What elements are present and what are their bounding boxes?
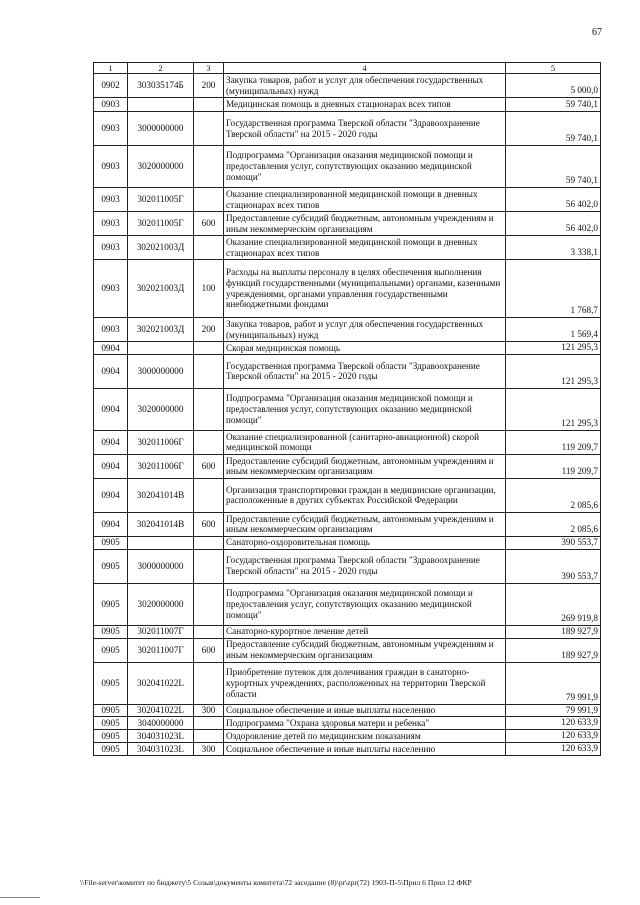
header-row bbox=[94, 63, 601, 74]
row-amount: 1 768,7 bbox=[506, 260, 601, 318]
row-description: Скорая медицинская помощь bbox=[224, 342, 506, 355]
row-code: 0903 bbox=[94, 212, 128, 236]
row-description: Государственная программа Тверской области "Здравоохранение Тверской области" на 2015 - 2020 годы bbox=[224, 112, 506, 146]
row-expense-type bbox=[194, 549, 224, 583]
row-expense-type: 200 bbox=[194, 318, 224, 342]
row-code: 0903 bbox=[94, 188, 128, 212]
row-target-article: 3020000000 bbox=[128, 388, 194, 430]
row-code: 0904 bbox=[94, 512, 128, 536]
row-code: 0903 bbox=[94, 98, 128, 112]
table-row bbox=[94, 342, 601, 355]
row-code: 0903 bbox=[94, 112, 128, 146]
row-amount: 189 927,9 bbox=[506, 638, 601, 662]
row-amount: 59 740,1 bbox=[506, 98, 601, 112]
row-target-article: 302011005Г bbox=[128, 212, 194, 236]
row-target-article: 3000000000 bbox=[128, 112, 194, 146]
row-target-article: 3020000000 bbox=[128, 583, 194, 625]
row-code: 0905 bbox=[94, 704, 128, 717]
row-code: 0904 bbox=[94, 354, 128, 388]
table-row bbox=[94, 236, 601, 260]
page-number: 67 bbox=[592, 27, 602, 38]
row-code: 0905 bbox=[94, 743, 128, 756]
row-target-article: 304031023L bbox=[128, 743, 194, 756]
table-row bbox=[94, 354, 601, 388]
row-expense-type bbox=[194, 730, 224, 743]
row-description: Предоставление субсидий бюджетным, автономным учреждениям и иным некоммерческим организациям bbox=[224, 212, 506, 236]
row-target-article: 3000000000 bbox=[128, 549, 194, 583]
table-row bbox=[94, 74, 601, 98]
row-description: Государственная программа Тверской области "Здравоохранение Тверской области" на 2015 - 2020 годы bbox=[224, 549, 506, 583]
table-row bbox=[94, 625, 601, 638]
table-row bbox=[94, 638, 601, 662]
row-description: Закупка товаров, работ и услуг для обеспечения государственных (муниципальных) нужд bbox=[224, 74, 506, 98]
row-code: 0905 bbox=[94, 549, 128, 583]
row-amount: 1 569,4 bbox=[506, 318, 601, 342]
header-col-4: 4 bbox=[224, 63, 506, 74]
row-description: Социальное обеспечение и иные выплаты населению bbox=[224, 743, 506, 756]
row-amount: 5 000,0 bbox=[506, 74, 601, 98]
row-expense-type bbox=[194, 430, 224, 454]
row-description: Оказание специализированной медицинской помощи в дневных стационарах всех типов bbox=[224, 188, 506, 212]
row-code: 0904 bbox=[94, 388, 128, 430]
scan-edge-mark bbox=[0, 897, 40, 898]
table-row bbox=[94, 430, 601, 454]
row-amount: 56 402,0 bbox=[506, 188, 601, 212]
row-description: Организация транспортировки граждан в медицинские организации, расположенные в других субъектах Российской Федерации bbox=[224, 478, 506, 512]
budget-table bbox=[93, 62, 601, 756]
row-description: Расходы на выплаты персоналу в целях обеспечения выполнения функций государственными (муниципальными) органами, казенными учреждениями, органами управления государственными внебюджетными фондами bbox=[224, 260, 506, 318]
row-expense-type bbox=[194, 112, 224, 146]
row-expense-type: 600 bbox=[194, 454, 224, 478]
row-expense-type bbox=[194, 717, 224, 730]
row-amount: 59 740,1 bbox=[506, 146, 601, 188]
row-description: Медицинская помощь в дневных стационарах всех типов bbox=[224, 98, 506, 112]
row-code: 0904 bbox=[94, 342, 128, 355]
header-col-1: 1 bbox=[94, 63, 128, 74]
row-expense-type: 600 bbox=[194, 512, 224, 536]
table-row bbox=[94, 260, 601, 318]
row-code: 0903 bbox=[94, 318, 128, 342]
row-code: 0903 bbox=[94, 146, 128, 188]
table-row bbox=[94, 212, 601, 236]
row-target-article: 302041022L bbox=[128, 704, 194, 717]
row-description: Оказание специализированной (санитарно-авиационной) скорой медицинской помощи bbox=[224, 430, 506, 454]
row-description: Предоставление субсидий бюджетным, автономным учреждениям и иным некоммерческим организациям bbox=[224, 454, 506, 478]
row-target-article: 303035174Б bbox=[128, 74, 194, 98]
row-description: Подпрограмма "Организация оказания медицинской помощи и предоставления услуг, сопутствующих оказанию медицинской помощи" bbox=[224, 583, 506, 625]
row-code: 0905 bbox=[94, 662, 128, 704]
table-row bbox=[94, 583, 601, 625]
row-amount: 269 919,8 bbox=[506, 583, 601, 625]
table-row bbox=[94, 730, 601, 743]
table-row bbox=[94, 318, 601, 342]
row-description: Оздоровление детей по медицинским показаниям bbox=[224, 730, 506, 743]
row-target-article: 302041014В bbox=[128, 512, 194, 536]
row-description: Подпрограмма "Организация оказания медицинской помощи и предоставления услуг, сопутствующих оказанию медицинской помощи" bbox=[224, 146, 506, 188]
table-row bbox=[94, 478, 601, 512]
header-col-5: 5 bbox=[506, 63, 601, 74]
row-expense-type bbox=[194, 388, 224, 430]
row-code: 0905 bbox=[94, 625, 128, 638]
row-code: 0903 bbox=[94, 236, 128, 260]
row-code: 0905 bbox=[94, 583, 128, 625]
row-amount: 79 991,9 bbox=[506, 662, 601, 704]
row-amount: 56 402,0 bbox=[506, 212, 601, 236]
row-description: Подпрограмма "Организация оказания медицинской помощи и предоставления услуг, сопутствующих оказанию медицинской помощи" bbox=[224, 388, 506, 430]
row-amount: 119 209,7 bbox=[506, 454, 601, 478]
table-row bbox=[94, 743, 601, 756]
row-amount: 390 553,7 bbox=[506, 536, 601, 549]
table-row bbox=[94, 454, 601, 478]
row-target-article: 302041014В bbox=[128, 478, 194, 512]
row-expense-type bbox=[194, 478, 224, 512]
row-description: Санаторно-курортное лечение детей bbox=[224, 625, 506, 638]
row-target-article: 302041022L bbox=[128, 662, 194, 704]
row-description: Социальное обеспечение и иные выплаты населению bbox=[224, 704, 506, 717]
table-row bbox=[94, 536, 601, 549]
row-expense-type: 300 bbox=[194, 704, 224, 717]
row-description: Предоставление субсидий бюджетным, автономным учреждениям и иным некоммерческим организациям bbox=[224, 512, 506, 536]
row-code: 0905 bbox=[94, 730, 128, 743]
row-amount: 2 085,6 bbox=[506, 512, 601, 536]
row-description: Санаторно-оздоровительная помощь bbox=[224, 536, 506, 549]
header-col-3: 3 bbox=[194, 63, 224, 74]
row-description: Приобретение путевок для долечивания граждан в санаторно-курортных учреждениях, расположенных на территории Тверской области bbox=[224, 662, 506, 704]
row-target-article bbox=[128, 98, 194, 112]
table-row bbox=[94, 704, 601, 717]
row-expense-type: 200 bbox=[194, 74, 224, 98]
row-target-article: 302021003Д bbox=[128, 260, 194, 318]
table-row bbox=[94, 146, 601, 188]
row-expense-type: 600 bbox=[194, 212, 224, 236]
row-amount: 121 295,3 bbox=[506, 342, 601, 355]
row-target-article: 302021003Д bbox=[128, 318, 194, 342]
row-amount: 2 085,6 bbox=[506, 478, 601, 512]
row-expense-type bbox=[194, 625, 224, 638]
row-target-article: 302011007Г bbox=[128, 638, 194, 662]
row-expense-type bbox=[194, 236, 224, 260]
row-amount: 390 553,7 bbox=[506, 549, 601, 583]
row-expense-type bbox=[194, 583, 224, 625]
row-code: 0904 bbox=[94, 478, 128, 512]
row-expense-type: 300 bbox=[194, 743, 224, 756]
table-row bbox=[94, 188, 601, 212]
row-amount: 119 209,7 bbox=[506, 430, 601, 454]
row-expense-type: 600 bbox=[194, 638, 224, 662]
table-row bbox=[94, 112, 601, 146]
row-code: 0903 bbox=[94, 260, 128, 318]
table-row bbox=[94, 717, 601, 730]
table-row bbox=[94, 98, 601, 112]
row-code: 0905 bbox=[94, 638, 128, 662]
row-amount: 120 633,9 bbox=[506, 730, 601, 743]
row-amount: 121 295,3 bbox=[506, 354, 601, 388]
row-description: Закупка товаров, работ и услуг для обеспечения государственных (муниципальных) нужд bbox=[224, 318, 506, 342]
row-amount: 120 633,9 bbox=[506, 743, 601, 756]
row-expense-type bbox=[194, 662, 224, 704]
row-target-article: 3040000000 bbox=[128, 717, 194, 730]
table-body bbox=[94, 74, 601, 756]
table-row bbox=[94, 388, 601, 430]
row-target-article: 302011005Г bbox=[128, 188, 194, 212]
row-amount: 3 338,1 bbox=[506, 236, 601, 260]
row-description: Оказание специализированной медицинской помощи в дневных стационарах всех типов bbox=[224, 236, 506, 260]
row-expense-type bbox=[194, 342, 224, 355]
row-code: 0905 bbox=[94, 717, 128, 730]
header-col-2: 2 bbox=[128, 63, 194, 74]
row-expense-type bbox=[194, 536, 224, 549]
row-code: 0902 bbox=[94, 74, 128, 98]
row-expense-type bbox=[194, 188, 224, 212]
row-target-article: 304031023L bbox=[128, 730, 194, 743]
row-code: 0904 bbox=[94, 430, 128, 454]
row-description: Подпрограмма "Охрана здоровья матери и ребенка" bbox=[224, 717, 506, 730]
row-description: Государственная программа Тверской области "Здравоохранение Тверской области" на 2015 - 2020 годы bbox=[224, 354, 506, 388]
footer-file-path: \\File-server\комитет по бюджету\5 Созыв\документы комитета\72 заседание (8)\pr\zpr(72) 1903-П-5\Прил 6 Прил 12 ФКР bbox=[80, 878, 472, 887]
row-target-article: 302021003Д bbox=[128, 236, 194, 260]
row-target-article: 3000000000 bbox=[128, 354, 194, 388]
row-expense-type bbox=[194, 354, 224, 388]
table-row bbox=[94, 662, 601, 704]
row-expense-type bbox=[194, 98, 224, 112]
row-code: 0904 bbox=[94, 454, 128, 478]
row-target-article: 302011006Г bbox=[128, 454, 194, 478]
row-amount: 120 633,9 bbox=[506, 717, 601, 730]
row-code: 0905 bbox=[94, 536, 128, 549]
row-target-article bbox=[128, 536, 194, 549]
row-amount: 189 927,9 bbox=[506, 625, 601, 638]
row-amount: 79 991,9 bbox=[506, 704, 601, 717]
row-target-article: 302011007Г bbox=[128, 625, 194, 638]
row-target-article: 302011006Г bbox=[128, 430, 194, 454]
row-amount: 121 295,3 bbox=[506, 388, 601, 430]
table-row bbox=[94, 512, 601, 536]
row-expense-type: 100 bbox=[194, 260, 224, 318]
row-target-article: 3020000000 bbox=[128, 146, 194, 188]
row-amount: 59 740,1 bbox=[506, 112, 601, 146]
table-row bbox=[94, 549, 601, 583]
row-description: Предоставление субсидий бюджетным, автономным учреждениям и иным некоммерческим организациям bbox=[224, 638, 506, 662]
row-expense-type bbox=[194, 146, 224, 188]
row-target-article bbox=[128, 342, 194, 355]
